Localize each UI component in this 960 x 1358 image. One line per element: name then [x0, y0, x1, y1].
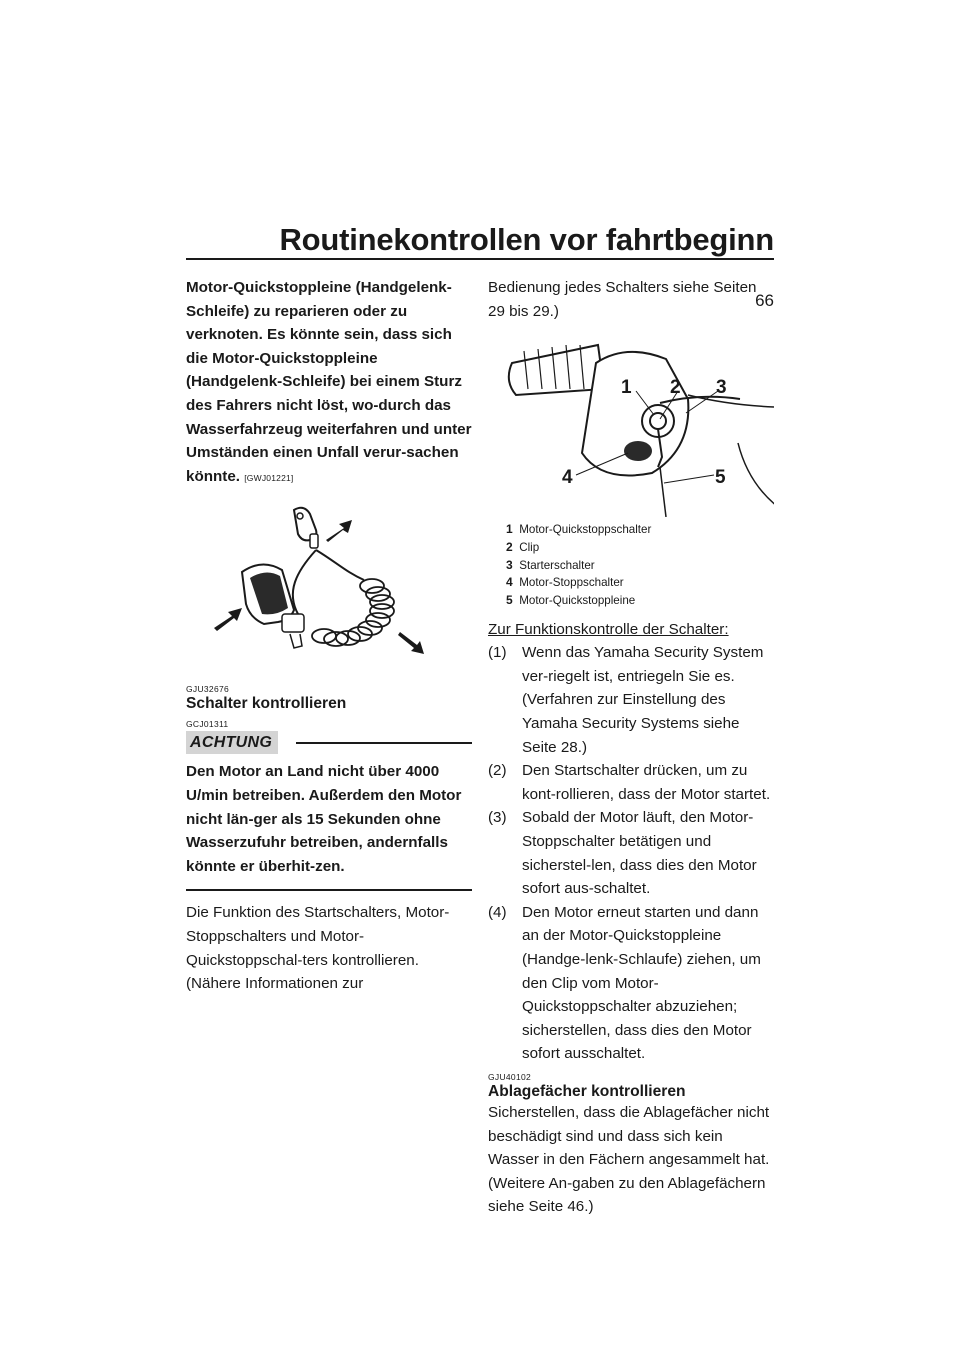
- callout-3: 3: [716, 377, 727, 399]
- section2-heading: Ablagefächer kontrollieren: [488, 1082, 686, 1100]
- lanyard-illustration: [186, 502, 472, 668]
- caution-bottom-rule: [186, 889, 472, 891]
- section-heading: Schalter kontrollieren: [186, 695, 347, 713]
- section2-code: GJU40102: [488, 1071, 532, 1082]
- warning-paragraph: [186, 276, 472, 490]
- section-code: GJU32676: [186, 684, 230, 695]
- step-item: (1) Wenn das Yamaha Security System ver-riegelt ist, entriegeln Sie es. (Verfahren zur Einstellung des Yamaha Security Systems siehe Seite 28.): [488, 644, 764, 756]
- legend-item: 5 Motor-Quickstoppleine: [506, 593, 636, 607]
- section2-paragraph: Sicherstellen, dass die Ablagefächer nicht beschädigt sind und dass sich kein Wasser in den Fächern angesammelt hat. (Weitere An-gaben zu den Ablagefächern siehe Seite 46.): [488, 1103, 770, 1216]
- caution-text: Den Motor an Land nicht über 4000 U/min betreiben. Außerdem den Motor nicht län-ger als 15 Sekunden ohne Wasserzufuhr betreiben, andernfalls könnte er überhit-zen.: [186, 763, 462, 875]
- body-paragraph: Die Funktion des Startschalters, Motor-Stoppschalters und Motor-Quickstoppschal-ters kontrollieren. (Nähere Informationen zur: [186, 904, 450, 993]
- step-item: (2) Den Startschalter drücken, um zu kont-rollieren, dass der Motor startet.: [488, 762, 771, 803]
- callout-5: 5: [715, 467, 726, 489]
- page-number: 66: [755, 291, 774, 310]
- step-item: (4) Den Motor erneut starten und dann an der Motor-Quickstoppleine (Handge-lenk-Schlaufe) ziehen, um den Clip vom Motor-Quickstoppschalter abzuziehen; sicherstellen, dass dies den Motor sofort ausschaltet.: [488, 903, 761, 1063]
- caution-top-rule: [296, 742, 472, 744]
- callout-2: 2: [670, 377, 681, 399]
- legend-item: 1 Motor-Quickstoppschalter: [506, 522, 652, 537]
- legend-item: 2 Clip: [506, 539, 540, 554]
- page-header-title: Routinekontrollen vor fahrtbeginn: [279, 222, 774, 257]
- caution-header: [186, 731, 472, 754]
- step-item: (3) Sobald der Motor läuft, den Motor-Stoppschalter betätigen und sicherstel-len, dass dies den Motor sofort aus-schaltet.: [488, 809, 757, 898]
- callout-1: 1: [621, 377, 632, 399]
- header-divider: [186, 258, 774, 260]
- caution-code: GCJ01311: [186, 719, 229, 730]
- right-column: [488, 276, 774, 1219]
- legend-item: 4 Motor-Stoppschalter: [506, 575, 624, 590]
- caution-badge: ACHTUNG: [186, 731, 278, 754]
- legend-item: 3 Starterschalter: [506, 557, 595, 572]
- figure-legend: [488, 521, 774, 610]
- handlebar-switch-illustration: [488, 323, 774, 517]
- callout-4: 4: [562, 467, 573, 489]
- left-column: [186, 276, 472, 996]
- warning-code: [GWJ01221]: [244, 472, 294, 483]
- intro-paragraph: Bedienung jedes Schalters siehe Seiten 29 bis 29.): [488, 279, 757, 320]
- check-heading: Zur Funktionskontrolle der Schalter:: [488, 620, 729, 638]
- warning-text: Motor-Quickstoppleine (Handgelenk-Schleife) zu reparieren oder zu verknoten. Es könnte sein, dass sich die Motor-Quickstoppleine (Handgelenk-Schleife) bei einem Sturz des Fahrers nicht löst, wo-durch das Wasserfahrzeug weiterfahren und unter Umständen einen Unfall verur-sachen könnte.: [186, 279, 472, 485]
